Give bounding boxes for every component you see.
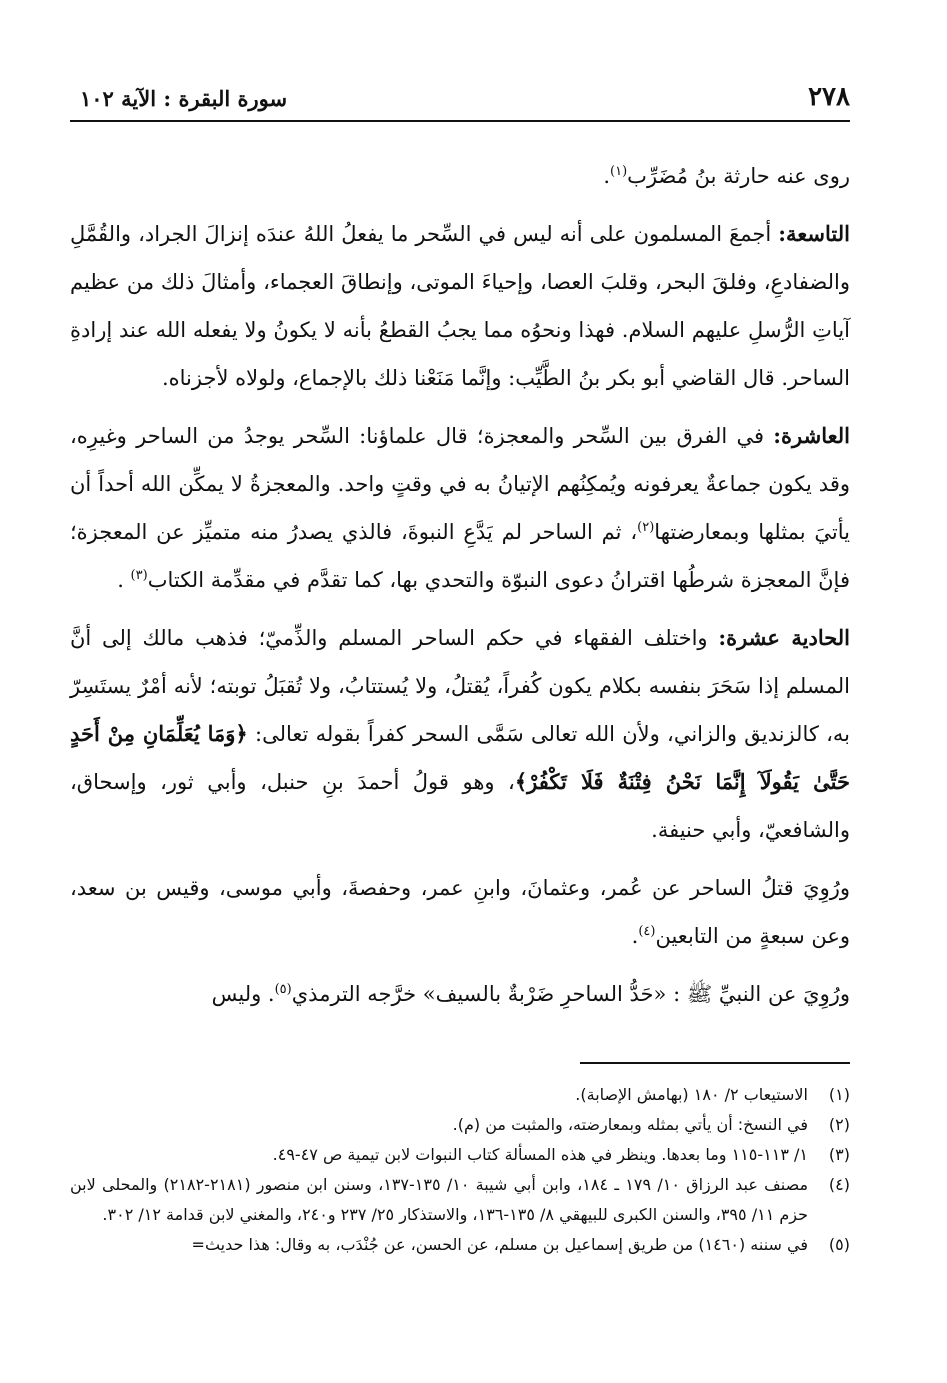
footnote-ref-4: (٤): [638, 924, 656, 939]
paragraph-text: ، ثم الساحر لم يَدَّعِ النبوةَ، فالذي يصدرُ منه متميِّز عن المعجزة؛ فإنَّ المعجزة شرطُها اقترانُ دعوى النبوّة والتحدي بها، كما تقدَّم في مقدِّمة الكتاب: [70, 520, 850, 592]
paragraph-tenth: [70, 412, 850, 604]
main-text: [70, 152, 850, 1028]
paragraph-end: .: [117, 568, 131, 592]
page-number: ٢٧٨: [808, 82, 850, 112]
paragraph-text: في الفرق بين السِّحر والمعجزة؛ قال علماؤنا: السِّحر يوجدُ من الساحر وغيرِه، وقد يكون جماعةٌ يعرفونه ويُمكِنُهم الإتيانُ به في وقتٍ واحد. والمعجزةُ لا يمكِّن الله أحداً أن يأتيَ بمثلها وبمعارضتها: [70, 424, 851, 544]
book-page: [70, 72, 850, 1372]
footnote-text: الاستيعاب ٢/ ١٨٠ (بهامش الإصابة).: [575, 1085, 808, 1104]
page-header: [70, 80, 850, 122]
footnote: [70, 1170, 850, 1230]
footnote-number: (١): [828, 1085, 850, 1104]
running-title: سورة البقرة : الآية ١٠٢: [80, 86, 288, 111]
section-lead-ninth: التاسعة:: [778, 221, 850, 246]
paragraph-narrations: [70, 864, 850, 960]
footnote: [70, 1110, 850, 1140]
paragraph-0: [70, 152, 850, 200]
footnote-ref-2: (٢): [637, 520, 655, 535]
section-lead-tenth: العاشرة:: [773, 423, 850, 448]
footnote-number: (٤): [828, 1175, 850, 1194]
footnote-text: في النسخ: أن يأتي بمثله وبمعارضته، والمثبت من (م).: [452, 1115, 808, 1134]
paragraph-hadith: [70, 970, 850, 1018]
footnote: [70, 1080, 850, 1110]
paragraph-end: .: [603, 164, 611, 188]
paragraph-text: روى عنه حارثة بنُ مُضَرِّب: [627, 164, 850, 188]
quran-verse: ﴿وَمَا يُعَلِّمَانِ مِنْ أَحَدٍ حَتَّىٰ يَقُولَآ إِنَّمَا نَحْنُ فِتْنَةٌ فَلَا تَكْفُرْ﴾: [70, 721, 850, 794]
footnote-ref-3: (٣): [130, 568, 148, 583]
footnote-divider: [580, 1062, 850, 1064]
footnote-number: (٥): [828, 1235, 850, 1254]
footnote-text: مصنف عبد الرزاق ١٠/ ١٧٩ ـ ١٨٤، وابن أبي شيبة ١٠/ ١٣٥-١٣٧، وسنن ابن منصور (٢١٨١-٢١٨٢) والمحلى لابن حزم ١١/ ٣٩٥، والسنن الكبرى للبيهقي ٨/ ١٣٥-١٣٦، والاستذكار ٢٥/ ٢٣٧ و٢٤٠، والمغني لابن قدامة ١٢/ ٣٠٢.: [70, 1175, 809, 1224]
paragraph-text: ورُوِيَ قتلُ الساحر عن عُمر، وعثمانَ، وابنِ عمر، وحفصةَ، وأبي موسى، وقيس بن سعد، وعن سبعةٍ من التابعين: [70, 876, 850, 948]
paragraph-text: ورُوِيَ عن النبيِّ ﷺ : «حَدُّ الساحرِ ضَرْبةٌ بالسيف» خرَّجه الترمذي: [291, 982, 850, 1006]
footnotes: [70, 1080, 850, 1260]
footnote-text: في سننه (١٤٦٠) من طريق إسماعيل بن مسلم، عن الحسن، عن جُنْدَب، به وقال: هذا حديث=: [191, 1235, 808, 1254]
footnote: [70, 1230, 850, 1260]
paragraph-end: .: [631, 924, 639, 948]
paragraph-ninth: [70, 210, 850, 402]
paragraph-end: . وليس: [211, 982, 275, 1006]
paragraph-text: واختلف الفقهاء في حكم الساحر المسلم والذِّميّ؛ فذهب مالك إلى أنَّ المسلم إذا سَحَرَ بنفسه بكلام يكون كُفراً، يُقتلُ، ولا يُستتابُ، ولا تُقبَلُ توبته؛ لأنه أمْرٌ يستَسِرّ به، كالزنديق والزاني، ولأن الله تعالى سَمَّى السحر كفراً بقوله تعالى:: [70, 626, 850, 746]
footnote: [70, 1140, 850, 1170]
footnote-number: (٣): [828, 1145, 850, 1164]
footnote-ref-5: (٥): [274, 982, 292, 997]
footnote-ref-1: (١): [610, 164, 628, 179]
paragraph-eleventh: [70, 614, 850, 854]
footnote-text: ١/ ١١٣-١١٥ وما بعدها. وينظر في هذه المسألة كتاب النبوات لابن تيمية ص ٤٧-٤٩.: [272, 1145, 808, 1164]
paragraph-text: ، وهو قولُ أحمدَ بنِ حنبل، وأبي ثور، وإسحاق، والشافعيّ، وأبي حنيفة.: [70, 770, 850, 842]
footnote-number: (٢): [828, 1115, 850, 1134]
section-lead-eleventh: الحادية عشرة:: [718, 625, 851, 650]
paragraph-text: أجمعَ المسلمون على أنه ليس في السِّحر ما يفعلُ اللهُ عندَه إنزالَ الجراد، والقُمَّلِ والضفادعِ، وفلقَ البحر، وقلبَ العصا، وإحياءَ الموتى، وإنطاقَ العجماء، وأمثالَ ذلك من عظيم آياتِ الرُّسلِ عليهم السلام. فهذا ونحوُه مما يجبُ القطعُ بأنه لا يكونُ ولا يفعله الله عند إرادةِ الساحر. قال القاضي أبو بكر بنُ الطَّيِّب: وإنَّما مَنَعْنا ذلك بالإجماع، ولولاه لأجزناه.: [70, 222, 850, 390]
